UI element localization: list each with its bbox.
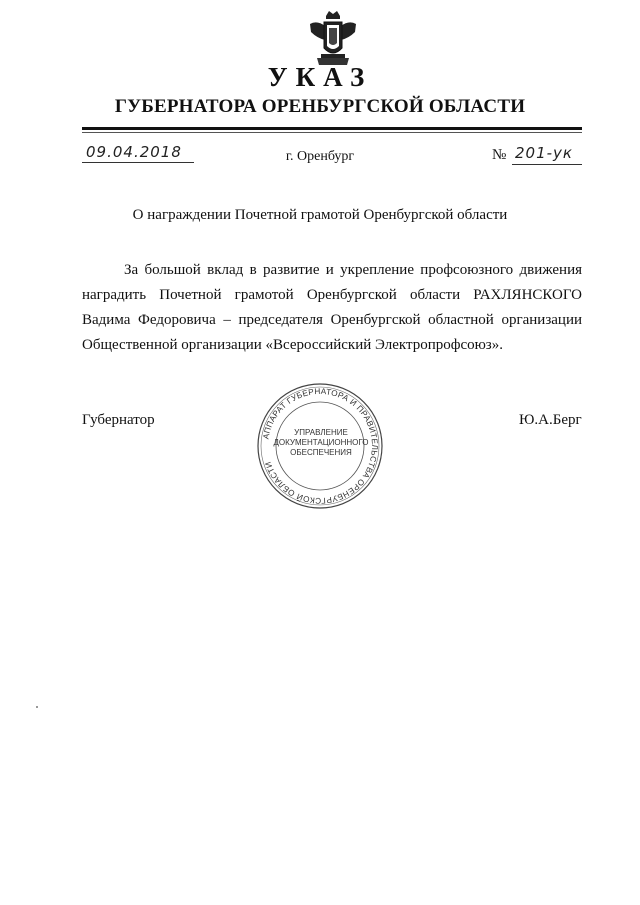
number-underline — [512, 164, 582, 165]
seal-ring-text: АППАРАТ ГУБЕРНАТОРА И ПРАВИТЕЛЬСТВА ОРЕНБУРГСКОЙ ОБЛАСТИ — [261, 386, 380, 506]
document-subtitle: ГУБЕРНАТОРА ОРЕНБУРГСКОЙ ОБЛАСТИ — [114, 96, 526, 117]
seal-inner-line: ОБЕСПЕЧЕНИЯ — [290, 448, 352, 457]
header-rule — [82, 127, 582, 130]
document-heading: О награждении Почетной грамотой Оренбургской области — [132, 207, 508, 223]
signature-title: Губернатор — [82, 412, 155, 428]
number-label: № — [492, 147, 507, 163]
document-number: 201-ук — [515, 144, 573, 162]
document-city: г. Оренбург — [285, 149, 355, 164]
header-rule-thin — [82, 132, 582, 133]
coat-of-arms-icon — [307, 10, 359, 68]
document-body: За большой вклад в развитие и укрепление профсоюзного движения наградить Почетной грамотой Оренбургской области РАХЛЯНСКОГО Вадима Федоровича – председателя Оренбургской областной организации Общественной организации «Всероссийский Электропрофсоюз». — [82, 262, 582, 353]
seal-inner-line: УПРАВЛЕНИЕ — [294, 428, 348, 437]
seal-inner-text — [266, 428, 376, 458]
signature-name: Ю.А.Берг — [519, 412, 582, 428]
seal-inner-line: ДОКУМЕНТАЦИОННОГО — [273, 438, 369, 447]
document-title: УКАЗ — [267, 62, 373, 92]
scan-artifact — [36, 706, 38, 708]
document-date: 09.04.2018 — [86, 143, 182, 161]
